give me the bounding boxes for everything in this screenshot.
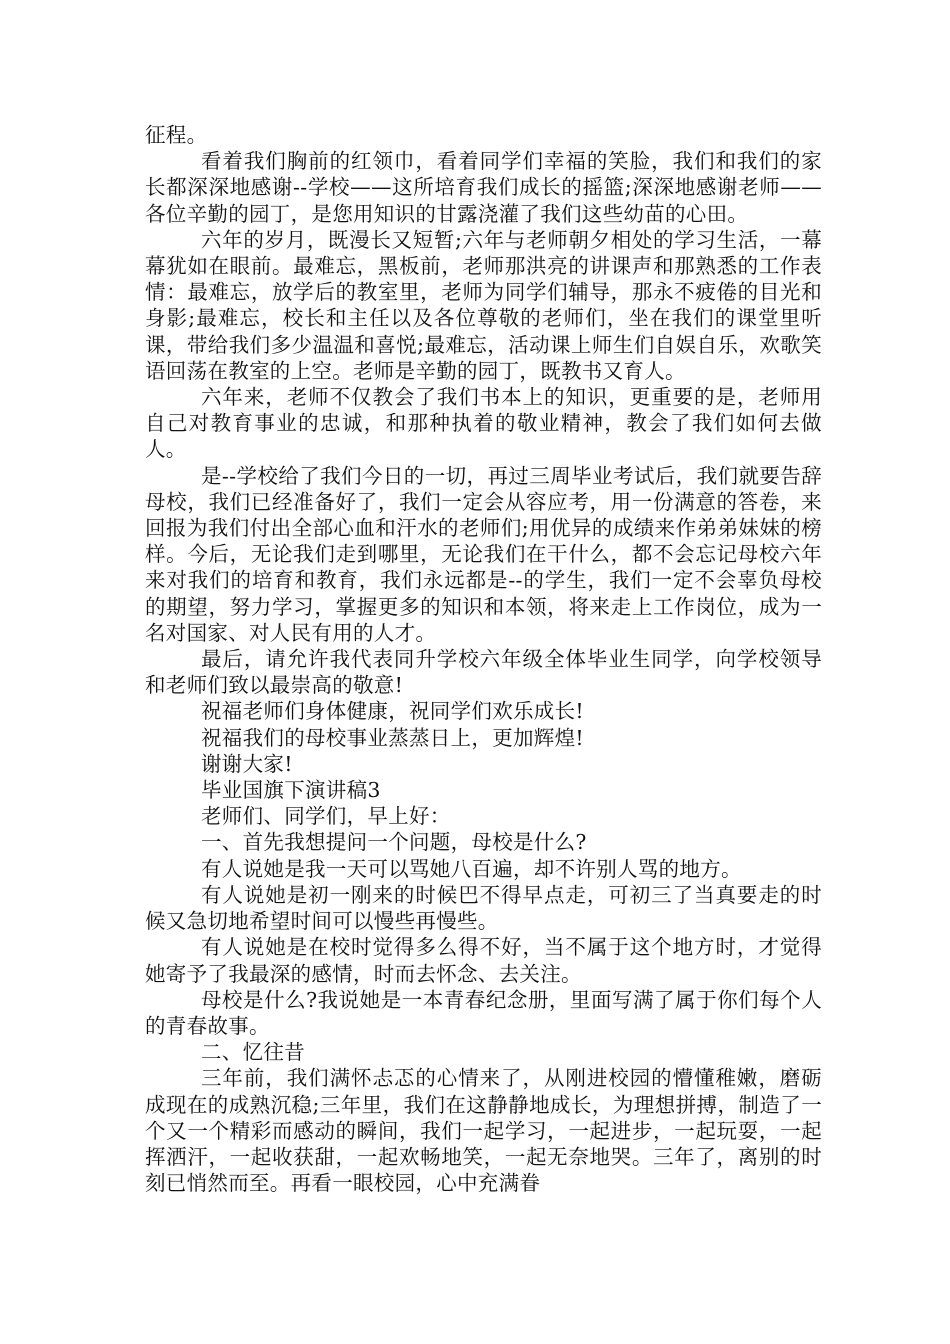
- paragraph-12: 有人说她是我一天可以骂她八百遍，却不许别人骂的地方。: [201, 856, 742, 881]
- paragraph-3: 六年来，老师不仅教会了我们书本上的知识，更重要的是，老师用自己对教育事业的忠诚，和那种执着的敬业精神，教会了我们如何去做人。: [145, 385, 822, 462]
- paragraph-2: 六年的岁月，既漫长又短暂;六年与老师朝夕相处的学习生活，一幕幕犹如在眼前。最难忘，黑板前，老师那洪亮的讲课声和那熟悉的工作表情：最难忘，放学后的教室里，老师为同学们辅导，那永不疲倦的目光和身影;最难忘，校长和主任以及各位尊敬的老师们，坐在我们的课堂里听课，带给我们多少温温和喜悦;最难忘，活动课上师生们自娱自乐，欢歌笑语回荡在教室的上空。老师是辛勤的园丁，既教书又育人。: [145, 227, 822, 383]
- paragraph-14: 有人说她是在校时觉得多么得不好，当不属于这个地方时，才觉得她寄予了我最深的感情，时而去怀念、去关注。: [145, 935, 822, 986]
- paragraph-17: 三年前，我们满怀忐忑的心情来了，从刚进校园的懵懂稚嫩，磨砺成现在的成熟沉稳;三年里，我们在这静静地成长，为理想拼搏，制造了一个又一个精彩而感动的瞬间，我们一起学习，一起进步，一起玩耍，一起挥洒汗，一起收获甜，一起欢畅地笑，一起无奈地哭。三年了，离别的时刻已悄然而至。再看一眼校园，心中充满眷: [145, 1066, 822, 1196]
- paragraph-7: 祝福我们的母校事业蒸蒸日上，更加辉煌!: [201, 725, 584, 750]
- paragraph-10: 老师们、同学们，早上好：: [201, 804, 451, 829]
- paragraph-11: 一、首先我想提问一个问题，母校是什么?: [201, 830, 587, 855]
- paragraph-13: 有人说她是初一刚来的时候巴不得早点走，可初三了当真要走的时候又急切地希望时间可以慢些再慢些。: [145, 882, 822, 934]
- paragraph-1: 看着我们胸前的红领巾，看着同学们幸福的笑脸，我们和我们的家长都深深地感谢--学校——这所培育我们成长的摇篮;深深地感谢老师——各位辛勤的园丁，是您用知识的甘露浇灌了我们这些幼苗的心田。: [145, 149, 822, 226]
- paragraph-0: 征程。: [145, 123, 208, 147]
- paragraph-5: 最后，请允许我代表同升学校六年级全体毕业生同学，向学校领导和老师们致以最崇高的敬意!: [145, 647, 822, 698]
- paragraph-16: 二、忆往昔: [201, 1040, 305, 1065]
- paragraph-8: 谢谢大家!: [201, 751, 293, 776]
- paragraph-15: 母校是什么?我说她是一本青春纪念册，里面写满了属于你们每个人的青春故事。: [145, 987, 822, 1038]
- paragraph-6: 祝福老师们身体健康，祝同学们欢乐成长!: [201, 699, 584, 724]
- section-heading: 毕业国旗下演讲稿3: [201, 778, 381, 803]
- paragraph-4: 是--学校给了我们今日的一切，再过三周毕业考试后，我们就要告辞母校，我们已经准备好了，我们一定会从容应考，用一份满意的答卷，来回报为我们付出全部心血和汗水的老师们;用优异的成绩来作弟弟妹妹的榜样。今后，无论我们走到哪里，无论我们在干什么，都不会忘记母校六年来对我们的培育和教育，我们永远都是--的学生，我们一定不会辜负母校的期望，努力学习，掌握更多的知识和本领，将来走上工作岗位，成为一名对国家、对人民有用的人才。: [145, 463, 822, 645]
